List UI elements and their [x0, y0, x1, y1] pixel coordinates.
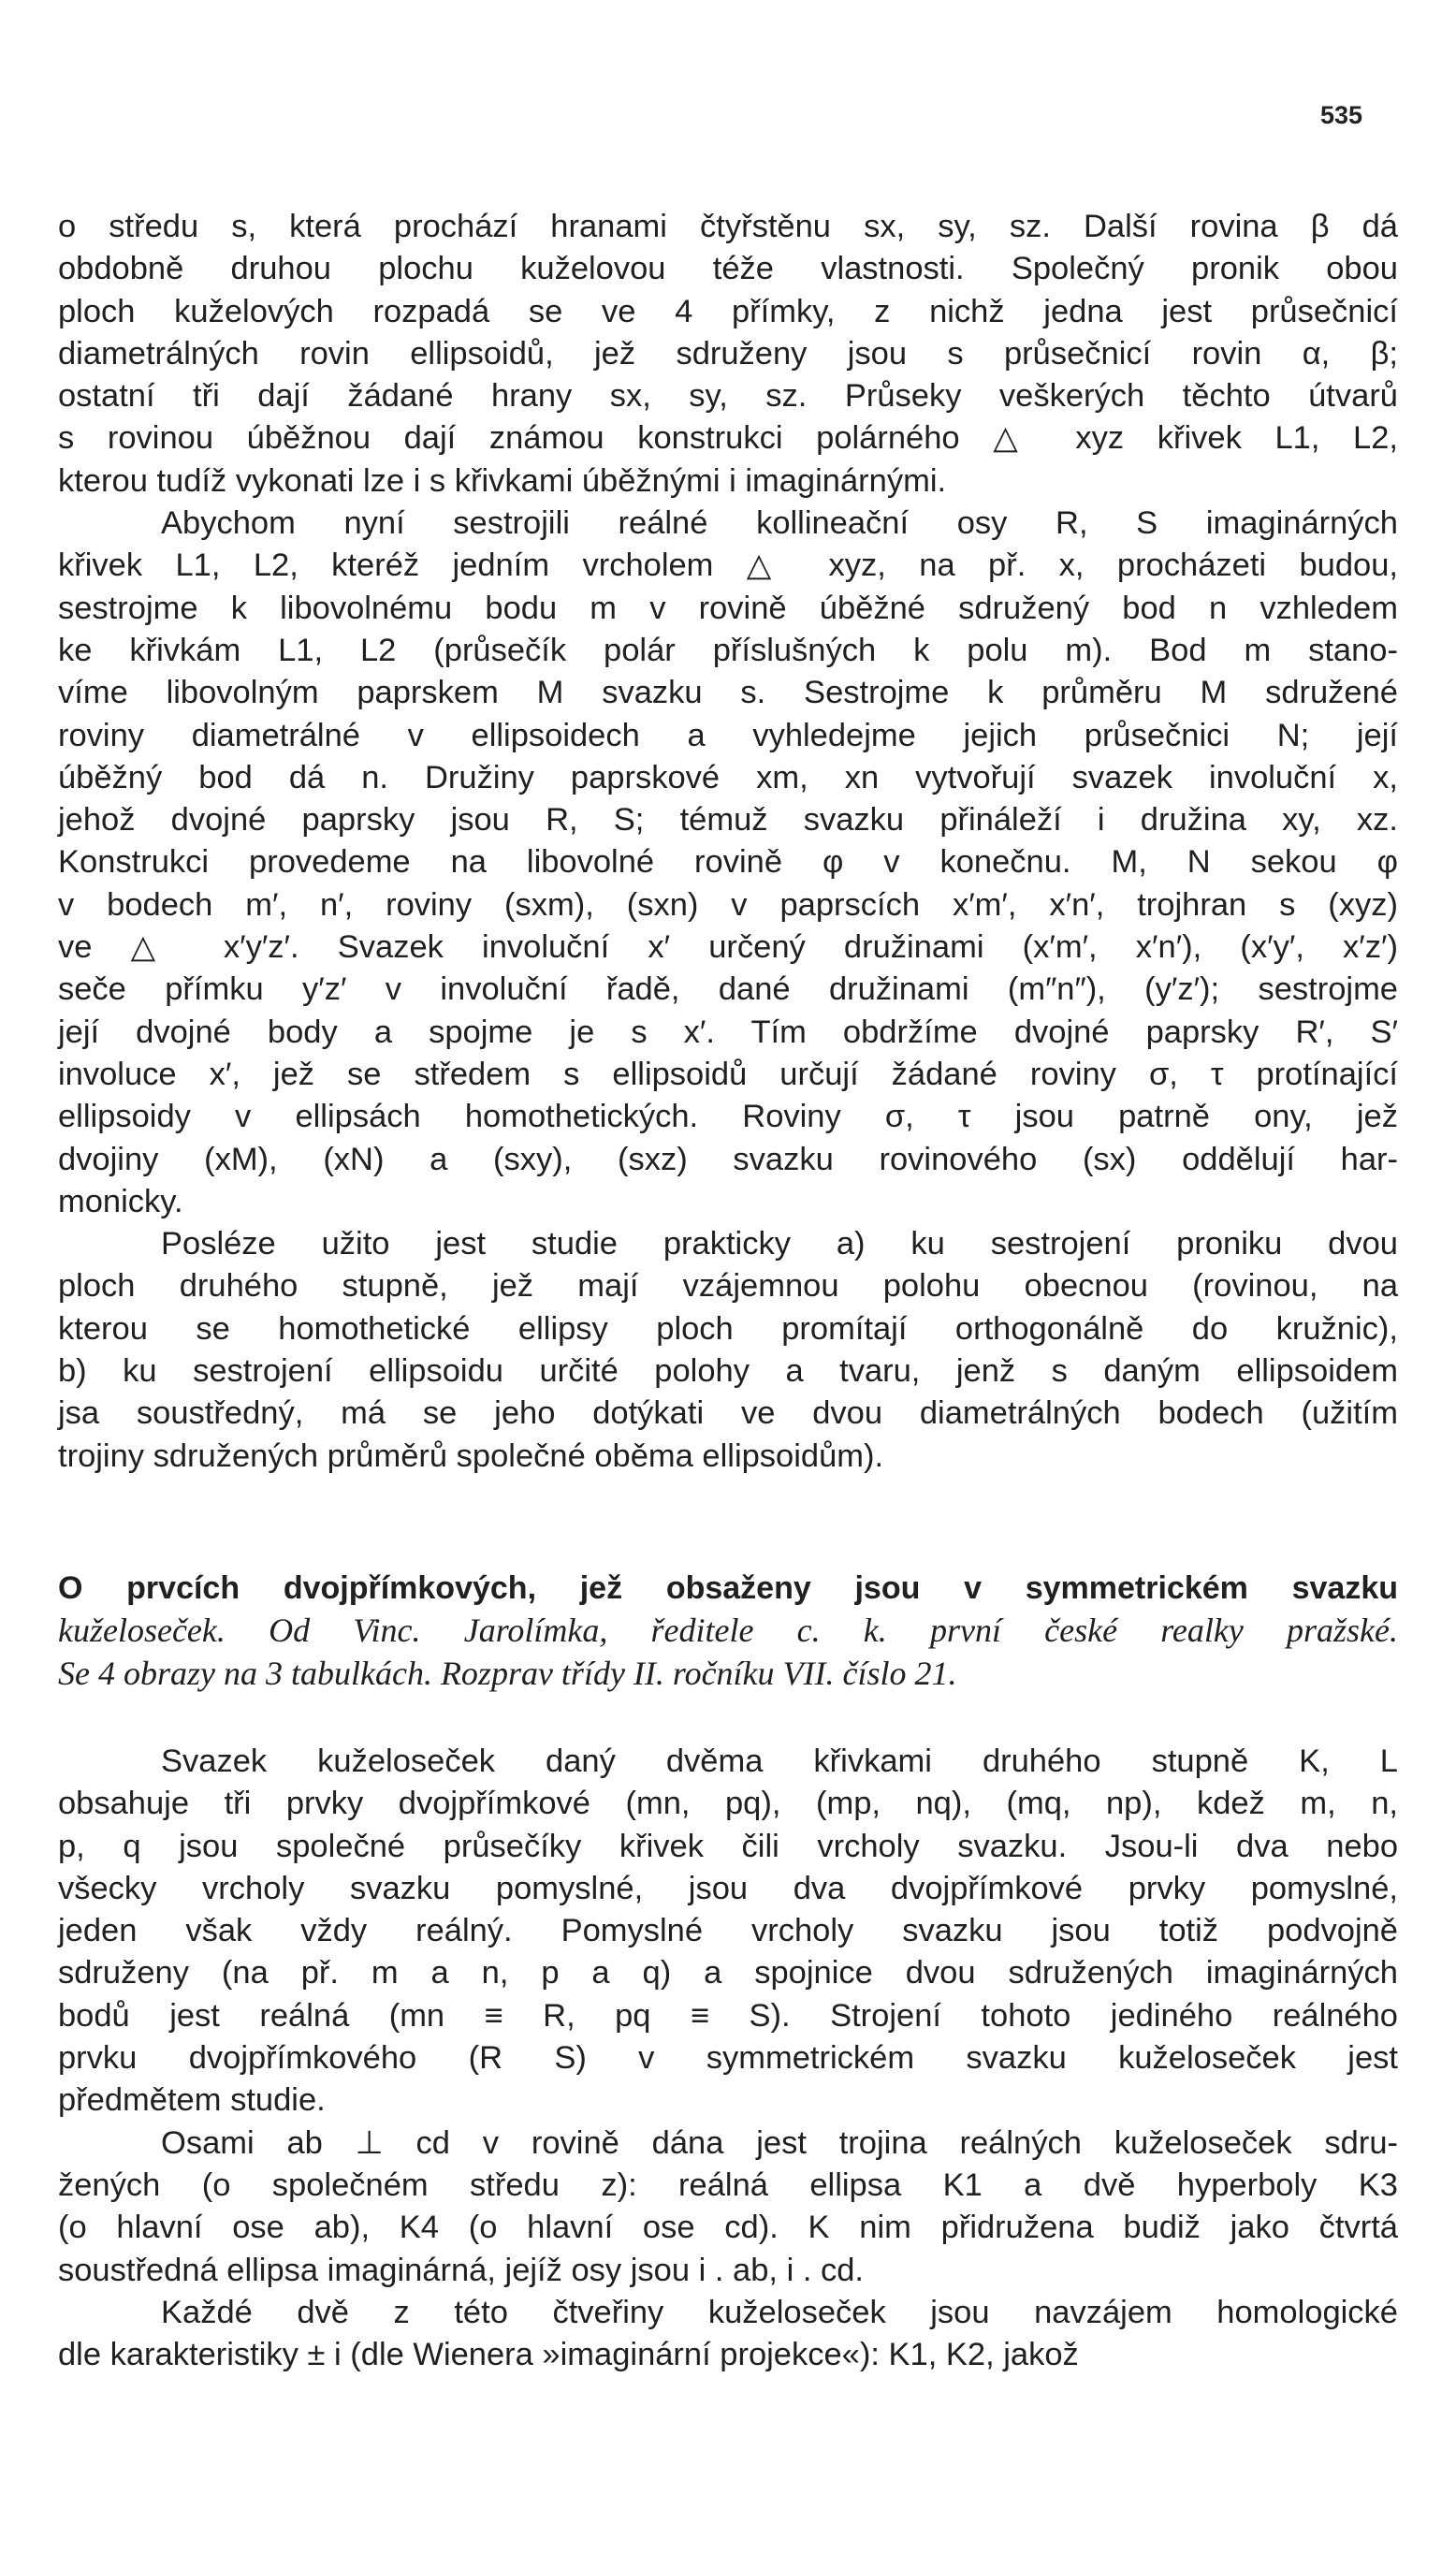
text-line: monicky. [58, 1183, 183, 1219]
text-line: úběžný bod dá n. Družiny paprskové xm, xn vytvořují svazek involuční x, [58, 759, 1398, 795]
text-line: ploch kuželových rozpadá se ve 4 přímky, z nichž jedna jest průsečnicí [58, 293, 1398, 329]
text-line: obdobně druhou plochu kuželovou téže vlastnosti. Společný pronik obou [58, 251, 1398, 287]
paragraph [58, 2123, 1398, 2292]
text-block-article [58, 1741, 1398, 2376]
text-line: všecky vrcholy svazku pomyslné, jsou dva dvojpřímkové prvky pomyslné, [58, 1870, 1398, 1906]
text-line: seče přímku y′z′ v involuční řadě, dané družinami (m″n″), (y′z′); sestrojme [58, 971, 1398, 1008]
text-line: víme libovolným paprskem M svazku s. Sestrojme k průměru M sdružené [58, 675, 1398, 711]
text-line: její dvojné body a spojme je s x′. Tím obdržíme dvojné paprsky R′, S′ [58, 1014, 1398, 1050]
text-line: trojiny sdružených průměrů společné oběma ellipsoidům). [58, 1437, 884, 1474]
text-line: p, q jsou společné průsečíky křivek čili vrcholy svazku. Jsou-li dva nebo [58, 1828, 1398, 1864]
text-line: soustředná ellipsa imaginárná, jejíž osy jsou i . ab, i . cd. [58, 2252, 865, 2288]
text-line: křivek L1, L2, kteréž jedním vrcholem △ xyz, na př. x, procházeti budou, [58, 547, 1398, 584]
paragraph [58, 206, 1398, 503]
article-heading [58, 1568, 1398, 1695]
article-meta-line: kuželoseček. Od Vinc. Jarolímka, ředitele c. k. první české realky pražské. [58, 1612, 1398, 1650]
text-line: Každé dvě z této čtveřiny kuželoseček jsou navzájem homologické [161, 2294, 1398, 2330]
text-block-top [58, 206, 1398, 1478]
text-line: předmětem studie. [58, 2082, 326, 2119]
text-line: ke křivkám L1, L2 (průsečík polár příslušných k polu m). Bod m stano- [58, 632, 1398, 668]
paragraph [58, 1223, 1398, 1478]
paragraph [58, 1741, 1398, 2123]
text-line: ve △ x′y′z′. Svazek involuční x′ určený družinami (x′m′, x′n′), (x′y′, x′z′) [58, 929, 1398, 966]
text-line: roviny diametrálné v ellipsoidech a vyhledejme jejich průsečnici N; její [58, 717, 1398, 753]
text-line: Abychom nyní sestrojili reálné kollineační osy R, S imaginárných [161, 505, 1398, 542]
text-line: prvku dvojpřímkového (R S) v symmetrickém svazku kuželoseček jest [58, 2040, 1398, 2077]
text-line: v bodech m′, n′, roviny (sxm), (sxn) v paprscích x′m′, x′n′, trojhran s (xyz) [58, 886, 1398, 923]
text-line: b) ku sestrojení ellipsoidu určité polohy a tvaru, jenž s daným ellipsoidem [58, 1353, 1398, 1390]
text-line: Svazek kuželoseček daný dvěma křivkami druhého stupně K, L [161, 1743, 1398, 1779]
text-line: Osami ab ⊥ cd v rovině dána jest trojina reálných kuželoseček sdru- [161, 2124, 1398, 2161]
text-line: (o hlavní ose ab), K4 (o hlavní ose cd). K nim přidružena budiž jako čtvrtá [58, 2210, 1398, 2246]
text-line: ploch druhého stupně, jež mají vzájemnou polohu obecnou (rovinou, na [58, 1268, 1398, 1305]
text-line: kterou tudíž vykonati lze i s křivkami úběžnými i imaginárnými. [58, 462, 947, 499]
text-line: Konstrukci provedeme na libovolné rovině φ v konečnu. M, N sekou φ [58, 844, 1398, 881]
article-meta-line: Se 4 obrazy na 3 tabulkách. Rozprav třídy II. ročníku VII. číslo 21. [58, 1654, 957, 1692]
text-line: diametrálných rovin ellipsoidů, jež sdruženy jsou s průsečnicí rovin α, β; [58, 335, 1398, 372]
text-line: Posléze užito jest studie prakticky a) ku sestrojení proniku dvou [161, 1226, 1398, 1262]
text-line: sestrojme k libovolnému bodu m v rovině úběžné sdružený bod n vzhledem [58, 590, 1398, 626]
text-line: jsa soustředný, má se jeho dotýkati ve dvou diametrálných bodech (užitím [58, 1395, 1398, 1432]
text-line: dvojiny (xM), (xN) a (sxy), (sxz) svazku rovinového (sx) oddělují har- [58, 1141, 1398, 1177]
paragraph [58, 503, 1398, 1223]
text-line: s rovinou úběžnou dají známou konstrukci polárného △ xyz křivek L1, L2, [58, 420, 1398, 457]
text-line: obsahuje tři prvky dvojpřímkové (mn, pq), (mp, nq), (mq, np), kdež m, n, [58, 1786, 1398, 1822]
text-line: žených (o společném středu z): reálná ellipsa K1 a dvě hyperboly K3 [58, 2166, 1398, 2203]
paragraph [58, 2292, 1398, 2377]
article-title-line: O prvcích dvojpřímkových, jež obsaženy jsou v symmetrickém svazku [58, 1570, 1398, 1606]
text-line: bodů jest reálná (mn ≡ R, pq ≡ S). Strojení tohoto jediného reálného [58, 1997, 1398, 2034]
text-line: jehož dvojné paprsky jsou R, S; témuž svazku přináleží i družina xy, xz. [58, 802, 1398, 839]
text-line: ostatní tři dají žádané hrany sx, sy, sz. Průseky veškerých těchto útvarů [58, 378, 1398, 415]
text-line: kterou se homothetické ellipsy ploch promítají orthogonálně do kružnic), [58, 1310, 1398, 1347]
text-line: dle karakteristiky ± i (dle Wienera »imaginární projekce«): K1, K2, jakož [58, 2337, 1079, 2373]
text-line: involuce x′, jež se středem s ellipsoidů určují žádané roviny σ, τ protínající [58, 1056, 1398, 1092]
text-line: jeden však vždy reálný. Pomyslné vrcholy svazku jsou totiž podvojně [58, 1913, 1398, 1949]
text-line: sdruženy (na př. m a n, p a q) a spojnice dvou sdružených imaginárných [58, 1955, 1398, 1991]
page-number: 535 [1319, 101, 1362, 129]
text-line: ellipsoidy v ellipsách homothetických. Roviny σ, τ jsou patrně ony, jež [58, 1099, 1398, 1135]
text-line: o středu s, která prochází hranami čtyřstěnu sx, sy, sz. Další rovina β dá [58, 209, 1398, 244]
